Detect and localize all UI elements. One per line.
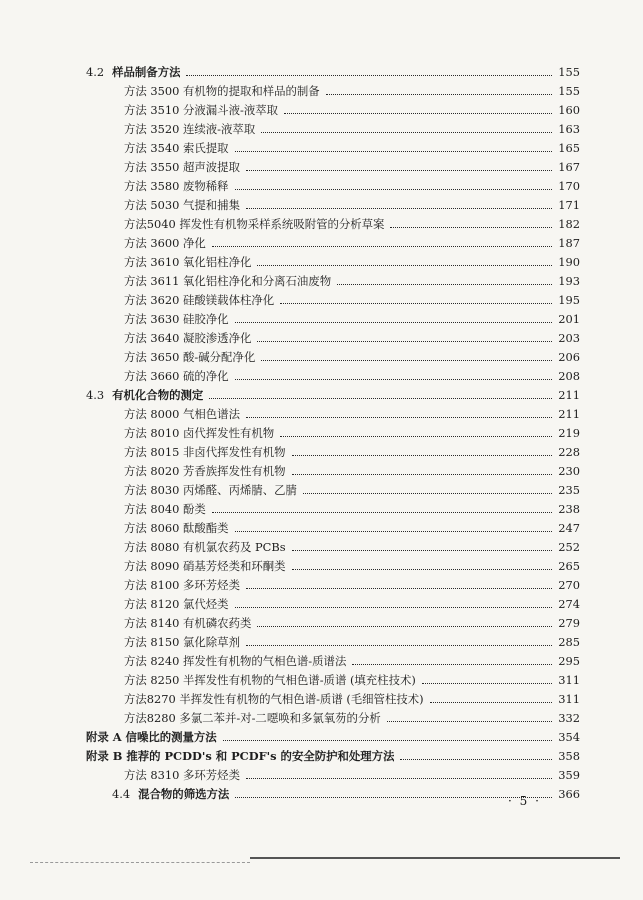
table-of-contents xyxy=(84,63,580,804)
toc-page-number: 211 xyxy=(558,407,580,421)
toc-entry[interactable] xyxy=(84,348,580,367)
toc-page-number: 182 xyxy=(558,217,580,231)
toc-section-number: 4.2 xyxy=(86,65,105,79)
toc-title: 方法 8100 多环芳烃类 xyxy=(124,578,240,592)
toc-entry[interactable] xyxy=(84,576,580,595)
toc-entry[interactable] xyxy=(84,234,580,253)
dot-leader xyxy=(292,550,552,551)
bottom-rule-faint xyxy=(30,862,250,863)
toc-page-number: 163 xyxy=(558,122,580,136)
toc-title: 方法 3550 超声波提取 xyxy=(124,160,240,174)
toc-page-number: 219 xyxy=(558,426,580,440)
toc-section[interactable] xyxy=(84,386,580,405)
toc-page-number: 187 xyxy=(558,236,580,250)
toc-entry[interactable] xyxy=(84,443,580,462)
toc-title: 附录 B 推荐的 PCDD's 和 PCDF's 的安全防护和处理方法 xyxy=(86,749,395,763)
toc-page-number: 170 xyxy=(558,179,580,193)
toc-title: 方法 8015 非卤代挥发性有机物 xyxy=(124,445,286,459)
toc-page-number: 208 xyxy=(558,369,580,383)
toc-title: 附录 A 信噪比的测量方法 xyxy=(86,730,217,744)
dot-leader xyxy=(246,645,552,646)
dot-leader xyxy=(235,607,552,608)
toc-page-number: 311 xyxy=(558,673,580,687)
dot-leader xyxy=(261,360,552,361)
toc-entry[interactable] xyxy=(84,595,580,614)
toc-title: 方法 3520 连续液-液萃取 xyxy=(124,122,256,136)
toc-entry[interactable] xyxy=(84,500,580,519)
dot-leader xyxy=(235,189,552,190)
toc-title: 方法 8000 气相色谱法 xyxy=(124,407,240,421)
dot-leader xyxy=(246,208,552,209)
toc-title: 方法 3630 硅胶净化 xyxy=(124,312,229,326)
toc-page-number: 285 xyxy=(558,635,580,649)
toc-title: 方法 8080 有机氯农药及 PCBs xyxy=(124,540,286,554)
dot-leader xyxy=(246,417,552,418)
toc-title: 方法 8090 硝基芳烃类和环酮类 xyxy=(124,559,286,573)
dot-leader xyxy=(257,265,552,266)
dot-leader xyxy=(246,588,552,589)
dot-leader xyxy=(257,341,552,342)
dot-leader xyxy=(430,702,552,703)
toc-page-number: 230 xyxy=(558,464,580,478)
page-number: · 5 · xyxy=(508,794,541,808)
toc-page-number: 195 xyxy=(558,293,580,307)
dot-leader xyxy=(280,436,552,437)
toc-title: 方法 5030 气提和捕集 xyxy=(124,198,240,212)
toc-page-number: 165 xyxy=(558,141,580,155)
toc-title: 方法 8120 氯代烃类 xyxy=(124,597,229,611)
toc-page-number: 206 xyxy=(558,350,580,364)
toc-title: 方法 3500 有机物的提取和样品的制备 xyxy=(124,84,320,98)
toc-title: 方法 3580 废物稀释 xyxy=(124,179,229,193)
toc-entry[interactable] xyxy=(84,690,580,709)
dot-leader xyxy=(303,493,552,494)
dot-leader xyxy=(257,626,552,627)
toc-title: 方法 3610 氧化铝柱净化 xyxy=(124,255,252,269)
toc-page-number: 295 xyxy=(558,654,580,668)
toc-title: 方法 3540 索氏提取 xyxy=(124,141,229,155)
toc-entry[interactable] xyxy=(84,462,580,481)
toc-page-number: 270 xyxy=(558,578,580,592)
toc-title: 方法 8010 卤代挥发性有机物 xyxy=(124,426,275,440)
toc-entry[interactable] xyxy=(84,481,580,500)
toc-entry[interactable] xyxy=(84,139,580,158)
toc-page-number: 171 xyxy=(558,198,580,212)
toc-title: 方法 8040 酚类 xyxy=(124,502,206,516)
toc-section[interactable] xyxy=(84,63,580,82)
toc-entry[interactable] xyxy=(84,291,580,310)
toc-page-number: 235 xyxy=(558,483,580,497)
toc-entry[interactable] xyxy=(84,82,580,101)
toc-page-number: 190 xyxy=(558,255,580,269)
dot-leader xyxy=(212,512,552,513)
toc-title: 有机化合物的测定 xyxy=(112,388,204,402)
toc-title: 方法 3650 酸-碱分配净化 xyxy=(124,350,256,364)
toc-title: 方法 8250 半挥发性有机物的气相色谱-质谱 (填充柱技术) xyxy=(124,673,416,687)
bottom-rule xyxy=(250,857,620,859)
toc-title: 方法 8310 多环芳烃类 xyxy=(124,768,240,782)
toc-section-number: 4.3 xyxy=(86,388,105,402)
toc-entry[interactable] xyxy=(84,652,580,671)
toc-entry[interactable] xyxy=(84,424,580,443)
toc-entry[interactable] xyxy=(84,709,580,728)
toc-page-number: 359 xyxy=(558,768,580,782)
toc-page-number: 228 xyxy=(558,445,580,459)
toc-page-number: 203 xyxy=(558,331,580,345)
toc-page-number: 265 xyxy=(558,559,580,573)
dot-leader xyxy=(292,455,552,456)
toc-page-number: 211 xyxy=(558,388,580,402)
toc-entry[interactable] xyxy=(84,329,580,348)
dot-leader xyxy=(235,379,552,380)
dot-leader xyxy=(235,797,552,798)
toc-section-number: 4.4 xyxy=(112,787,131,801)
toc-page-number: 247 xyxy=(558,521,580,535)
toc-entry[interactable] xyxy=(84,557,580,576)
toc-title: 方法 3600 净化 xyxy=(124,236,206,250)
toc-page-number: 252 xyxy=(558,540,580,554)
toc-page-number: 238 xyxy=(558,502,580,516)
toc-entry[interactable] xyxy=(84,766,580,785)
toc-title: 方法8280 多氯二苯并-对-二噁唤和多氯氧芴的分析 xyxy=(124,711,381,725)
dot-leader xyxy=(284,113,552,114)
toc-title: 方法 8140 有机磷农药类 xyxy=(124,616,252,630)
toc-title: 方法 3611 氧化铝柱净化和分离石油废物 xyxy=(124,274,332,288)
toc-entry[interactable] xyxy=(84,310,580,329)
toc-title: 方法 8020 芳香族挥发性有机物 xyxy=(124,464,286,478)
toc-page-number: 279 xyxy=(558,616,580,630)
dot-leader xyxy=(352,664,552,665)
toc-title: 方法 3620 硅酸镁载体柱净化 xyxy=(124,293,275,307)
toc-section[interactable] xyxy=(84,785,580,804)
toc-page-number: 155 xyxy=(558,65,580,79)
dot-leader xyxy=(223,740,552,741)
toc-page-number: 311 xyxy=(558,692,580,706)
toc-entry[interactable] xyxy=(84,215,580,234)
toc-entry[interactable] xyxy=(84,405,580,424)
toc-entry[interactable] xyxy=(84,177,580,196)
toc-title: 方法 8030 丙烯醛、丙烯腈、乙腈 xyxy=(124,483,297,497)
toc-title: 方法 8150 氯化除草剂 xyxy=(124,635,240,649)
toc-entry[interactable] xyxy=(84,367,580,386)
dot-leader xyxy=(292,569,552,570)
toc-title: 方法 8060 酞酸酯类 xyxy=(124,521,229,535)
dot-leader xyxy=(337,284,552,285)
toc-entry[interactable] xyxy=(84,671,580,690)
toc-title: 方法8270 半挥发性有机物的气相色谱-质谱 (毛细管柱技术) xyxy=(124,692,424,706)
toc-page-number: 155 xyxy=(558,84,580,98)
toc-entry[interactable] xyxy=(84,633,580,652)
toc-title: 方法5040 挥发性有机物采样系统吸附管的分析草案 xyxy=(124,217,385,231)
dot-leader xyxy=(235,531,552,532)
toc-entry[interactable] xyxy=(84,519,580,538)
dot-leader xyxy=(422,683,552,684)
toc-entry[interactable] xyxy=(84,538,580,557)
dot-leader xyxy=(280,303,552,304)
dot-leader xyxy=(261,132,552,133)
toc-page-number: 160 xyxy=(558,103,580,117)
toc-page-number: 366 xyxy=(558,787,580,801)
toc-page-number: 193 xyxy=(558,274,580,288)
dot-leader xyxy=(209,398,552,399)
dot-leader xyxy=(400,759,552,760)
toc-entry[interactable] xyxy=(84,614,580,633)
dot-leader xyxy=(235,322,552,323)
toc-page-number: 274 xyxy=(558,597,580,611)
dot-leader xyxy=(326,94,552,95)
dot-leader xyxy=(387,721,552,722)
dot-leader xyxy=(212,246,552,247)
toc-title: 方法 8240 挥发性有机物的气相色谱-质谱法 xyxy=(124,654,347,668)
toc-title: 样品制备方法 xyxy=(112,65,181,79)
toc-page-number: 354 xyxy=(558,730,580,744)
dot-leader xyxy=(390,227,552,228)
toc-page-number: 201 xyxy=(558,312,580,326)
dot-leader xyxy=(235,151,552,152)
dot-leader xyxy=(246,778,552,779)
toc-title: 混合物的筛选方法 xyxy=(138,787,230,801)
toc-appendix[interactable] xyxy=(84,728,580,747)
toc-title: 方法 3660 硫的净化 xyxy=(124,369,229,383)
toc-page-number: 167 xyxy=(558,160,580,174)
toc-title: 方法 3640 凝胶渗透净化 xyxy=(124,331,252,345)
toc-entry[interactable] xyxy=(84,101,580,120)
toc-page-number: 332 xyxy=(558,711,580,725)
toc-entry[interactable] xyxy=(84,158,580,177)
dot-leader xyxy=(186,75,552,76)
toc-entry[interactable] xyxy=(84,120,580,139)
toc-title: 方法 3510 分液漏斗液-液萃取 xyxy=(124,103,278,117)
toc-entry[interactable] xyxy=(84,196,580,215)
dot-leader xyxy=(292,474,552,475)
toc-entry[interactable] xyxy=(84,272,580,291)
toc-appendix[interactable] xyxy=(84,747,580,766)
toc-entry[interactable] xyxy=(84,253,580,272)
dot-leader xyxy=(246,170,552,171)
toc-page-number: 358 xyxy=(558,749,580,763)
